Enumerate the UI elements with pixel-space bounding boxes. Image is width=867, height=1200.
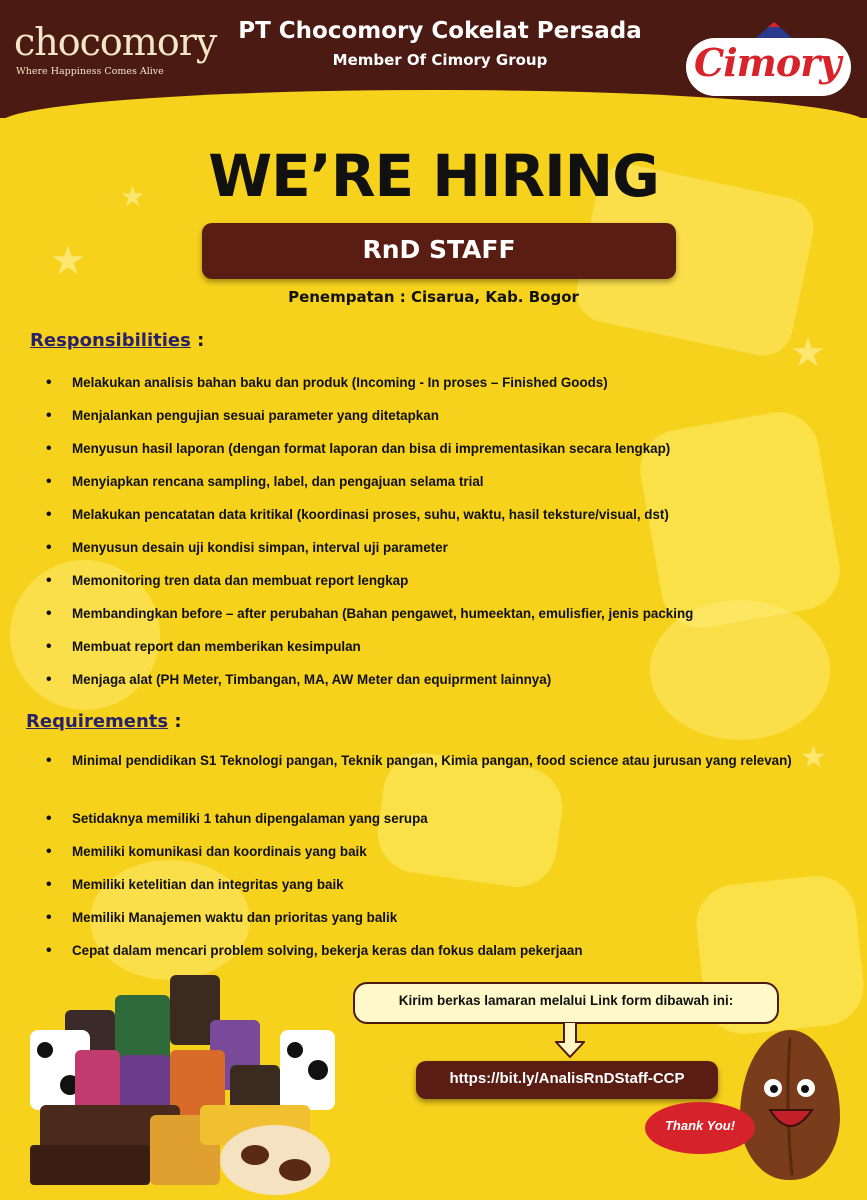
responsibilities-list [40,374,830,704]
background-star-icon: ★ [50,238,86,284]
requirements-heading [26,711,182,732]
list-item: • Memiliki Manajemen waktu dan prioritas yang balik [40,909,850,942]
cimory-logo [680,20,858,92]
thank-you-speech-badge [645,1102,755,1154]
chocomory-logo: chocomory [14,20,217,64]
list-item: • Menyusun hasil laporan (dengan format laporan dan bisa di imprementasikan secara lengkap) [40,440,830,473]
cocoa-bean-mascot [740,1030,840,1180]
mountain-flag-icon [756,20,792,38]
background-star-icon: ★ [790,330,826,376]
list-item: • Menyusun desain uji kondisi simpan, interval uji parameter [40,539,830,572]
cimory-logo-text: Cimory [694,40,841,85]
product-packages-illustration [10,975,345,1200]
list-item: • Membuat report dan memberikan kesimpulan [40,638,830,671]
list-item: • Menjaga alat (PH Meter, Timbangan, MA, AW Meter dan equiprment lainnya) [40,671,830,704]
company-member-line: Member Of Cimory Group [332,51,548,69]
background-star-icon: ★ [120,180,146,213]
responsibilities-title: Responsibilities [30,330,191,351]
apply-instruction-text: Kirim berkas lamaran melalui Link form dibawah ini: [398,993,734,1008]
list-item: • Setidaknya memiliki 1 tahun dipengalaman yang serupa [40,810,850,843]
heading-colon: : [197,330,205,351]
list-item: • Memiliki ketelitian dan integritas yang baik [40,876,850,909]
apply-instruction-box [353,982,779,1024]
hiring-headline: WE’RE HIRING [208,142,659,210]
requirements-list [40,752,850,975]
list-item: • Memonitoring tren data dan membuat report lengkap [40,572,830,605]
list-item: • Menyiapkan rencana sampling, label, dan pengajuan selama trial [40,473,830,506]
list-item: • Memiliki komunikasi dan koordinais yang baik [40,843,850,876]
list-item: • Membandingkan before – after perubahan (Bahan pengawet, humeektan, emulisfier, jenis packing [40,605,830,638]
list-item: • Melakukan analisis bahan baku dan produk (Incoming - In proses – Finished Goods) [40,374,830,407]
position-title: RnD STAFF [362,235,516,264]
background-star-icon: ★ [800,740,827,775]
brand-tagline: Where Happiness Comes Alive [16,66,164,77]
thank-you-text: Thank You! [664,1118,736,1133]
requirements-title: Requirements [26,711,169,732]
application-link-button[interactable] [416,1061,718,1099]
list-item: • Cepat dalam mencari problem solving, bekerja keras dan fokus dalam pekerjaan [40,942,850,975]
application-link-text[interactable]: https://bit.ly/AnalisRnDStaff-CCP [449,1070,685,1087]
list-item: • Menjalankan pengujian sesuai parameter yang ditetapkan [40,407,830,440]
company-name: PT Chocomory Cokelat Persada [238,18,642,44]
arrow-down-icon [555,1022,585,1058]
list-item: • Melakukan pencatatan data kritikal (koordinasi proses, suhu, waktu, hasil teksture/visual, dst) [40,506,830,539]
placement-location: Penempatan : Cisarua, Kab. Bogor [288,288,579,306]
mascot-face-icon [740,1030,840,1180]
heading-colon: : [174,711,182,732]
responsibilities-heading [30,330,204,351]
list-item: • Minimal pendidikan S1 Teknologi pangan, Teknik pangan, Kimia pangan, food science atau jurusan yang relevan) [40,744,850,810]
position-banner [202,223,676,279]
